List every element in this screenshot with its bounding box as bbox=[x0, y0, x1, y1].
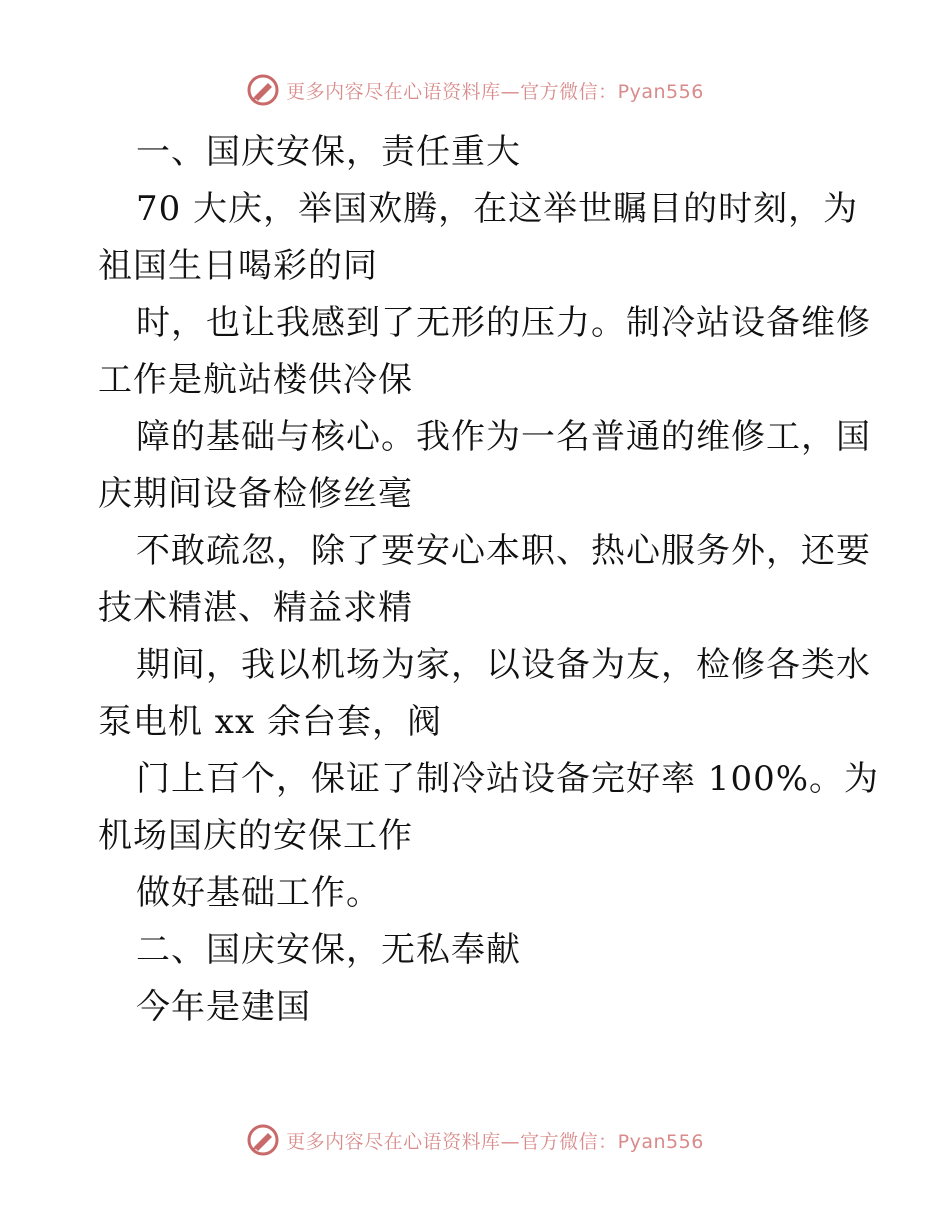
text-line: 一、国庆安保，责任重大 bbox=[136, 132, 521, 172]
header-watermark bbox=[0, 70, 950, 110]
text-line: 二、国庆安保，无私奉献 bbox=[136, 930, 521, 970]
text-line: 今年是建国 bbox=[136, 987, 311, 1027]
text-line: 庆期间设备检修丝毫 bbox=[98, 474, 413, 514]
text-line: 不敢疏忽，除了要安心本职、热心服务外，还要 bbox=[136, 531, 871, 571]
text-line: 期间，我以机场为家，以设备为友，检修各类水 bbox=[136, 645, 871, 685]
footer-watermark bbox=[0, 1120, 950, 1160]
text-line: 障的基础与核心。我作为一名普通的维修工，国 bbox=[136, 417, 871, 457]
text-line: 门上百个，保证了制冷站设备完好率 100%。为 bbox=[136, 759, 880, 799]
watermark-text: 更多内容尽在心语资料库—官方微信：Pyan556 bbox=[286, 1130, 704, 1153]
watermark-text: 更多内容尽在心语资料库—官方微信：Pyan556 bbox=[286, 80, 704, 103]
text-line: 泵电机 xx 余台套，阀 bbox=[98, 702, 442, 742]
text-line: 工作是航站楼供冷保 bbox=[98, 360, 413, 400]
text-line: 70 大庆，举国欢腾，在这举世瞩目的时刻，为 bbox=[136, 189, 859, 229]
text-line: 技术精湛、精益求精 bbox=[98, 588, 413, 628]
text-line: 做好基础工作。 bbox=[136, 873, 381, 913]
text-line: 机场国庆的安保工作 bbox=[98, 816, 413, 856]
document-body bbox=[98, 124, 880, 1036]
seal-pen-icon bbox=[246, 1123, 280, 1157]
seal-pen-icon bbox=[246, 73, 280, 107]
text-line: 时，也让我感到了无形的压力。制冷站设备维修 bbox=[136, 303, 871, 343]
text-line: 祖国生日喝彩的同 bbox=[98, 246, 378, 286]
